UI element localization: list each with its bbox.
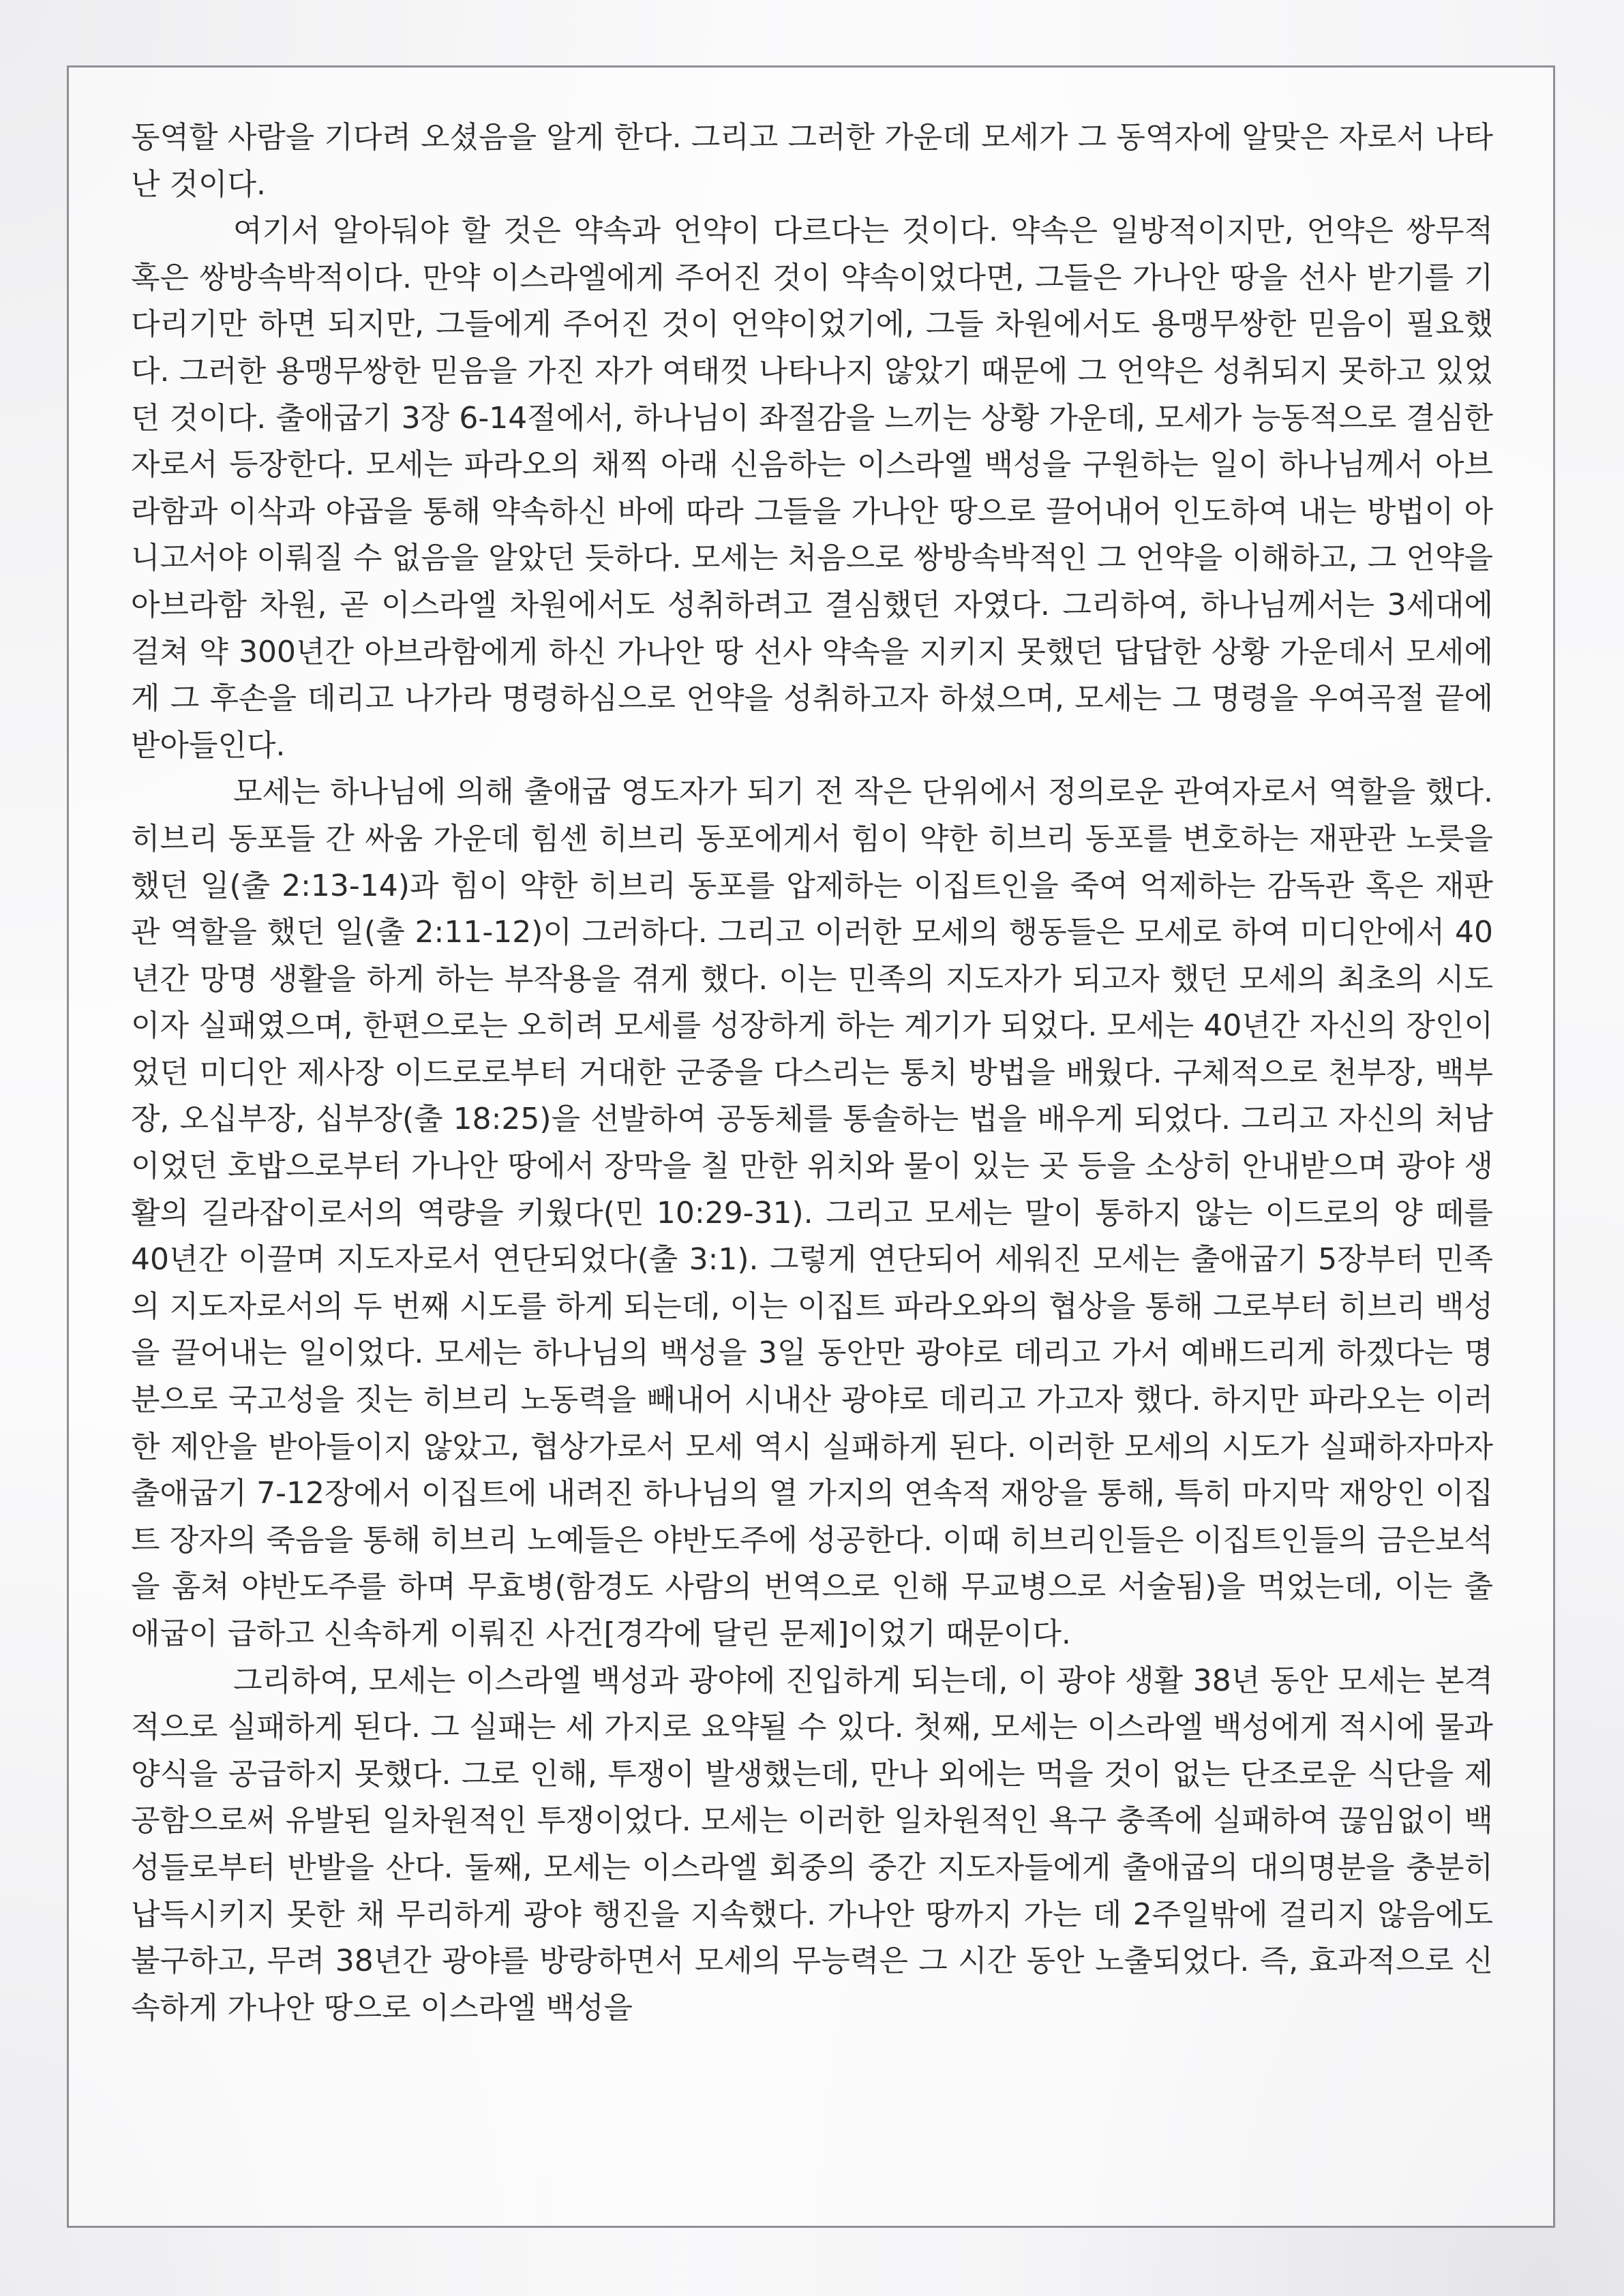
paragraph-continuation: 동역할 사람을 기다려 오셨음을 알게 한다. 그리고 그러한 가운데 모세가 그 동역자에 알맞은 자로서 나타난 것이다. (131, 120, 1493, 202)
body-text (131, 115, 1493, 2031)
paragraph-moses-leadership: 모세는 하나님에 의해 출애굽 영도자가 되기 전 작은 단위에서 정의로운 관여자로서 역할을 했다. 히브리 동포들 간 싸움 가운데 힘센 히브리 동포에게서 힘이 약한 히브리 동포를 변호하는 재판관 노릇을 했던 일(출 2:13-14)과 힘이 약한 히브리 동포를 압제하는 이집트인을 죽여 억제하는 감독관 혹은 재판관 역할을 했던 일(출 2:11-12)이 그러하다. 그리고 이러한 모세의 행동들은 모세로 하여 미디안에서 40년간 망명 생활을 하게 하는 부작용을 겪게 했다. 이는 민족의 지도자가 되고자 했던 모세의 최초의 시도이자 실패였으며, 한편으로는 오히려 모세를 성장하게 하는 계기가 되었다. 모세는 40년간 자신의 장인이었던 미디안 제사장 이드로로부터 거대한 군중을 다스리는 통치 방법을 배웠다. 구체적으로 천부장, 백부장, 오십부장, 십부장(출 18:25)을 선발하여 공동체를 통솔하는 법을 배우게 되었다. 그리고 자신의 처남이었던 호밥으로부터 가나안 땅에서 장막을 칠 만한 위치와 물이 있는 곳 등을 소상히 안내받으며 광야 생활의 길라잡이로서의 역량을 키웠다(민 10:29-31). 그리고 모세는 말이 통하지 않는 이드로의 양 떼를 40년간 이끌며 지도자로서 연단되었다(출 3:1). 그렇게 연단되어 세워진 모세는 출애굽기 5장부터 민족의 지도자로서의 두 번째 시도를 하게 되는데, 이는 이집트 파라오와의 협상을 통해 그로부터 히브리 백성을 끌어내는 일이었다. 모세는 하나님의 백성을 3일 동안만 광야로 데리고 가서 예배드리게 하겠다는 명분으로 국고성을 짓는 히브리 노동력을 빼내어 시내산 광야로 데리고 가고자 했다. 하지만 파라오는 이러한 제안을 받아들이지 않았고, 협상가로서 모세 역시 실패하게 된다. 이러한 모세의 시도가 실패하자마자 출애굽기 7-12장에서 이집트에 내려진 하나님의 열 가지의 연속적 재앙을 통해, 특히 마지막 재앙인 이집트 장자의 죽음을 통해 히브리 노예들은 야반도주에 성공한다. 이때 히브리인들은 이집트인들의 금은보석을 훔쳐 야반도주를 하며 무효병(함경도 사람의 번역으로 인해 무교병으로 서술됨)을 먹었는데, 이는 출애굽이 급하고 신속하게 이뤄진 사건[경각에 달린 문제]이었기 때문이다. (131, 774, 1493, 1651)
paragraph-wilderness-failure: 그리하여, 모세는 이스라엘 백성과 광야에 진입하게 되는데, 이 광야 생활 38년 동안 모세는 본격적으로 실패하게 된다. 그 실패는 세 가지로 요약될 수 있다. 첫째, 모세는 이스라엘 백성에게 적시에 물과 양식을 공급하지 못했다. 그로 인해, 투쟁이 발생했는데, 만나 외에는 먹을 것이 없는 단조로운 식단을 제공함으로써 유발된 일차원적인 투쟁이었다. 모세는 이러한 일차원적인 욕구 충족에 실패하여 끊임없이 백성들로부터 반발을 산다. 둘째, 모세는 이스라엘 회중의 중간 지도자들에게 출애굽의 대의명분을 충분히 납득시키지 못한 채 무리하게 광야 행진을 지속했다. 가나안 땅까지 가는 데 2주일밖에 걸리지 않음에도 불구하고, 무려 38년간 광야를 방랑하면서 모세의 무능력은 그 시간 동안 노출되었다. 즉, 효과적으로 신속하게 가나안 땅으로 이스라엘 백성을 (131, 1663, 1493, 2025)
paragraph-covenant: 여기서 알아둬야 할 것은 약속과 언약이 다르다는 것이다. 약속은 일방적이지만, 언약은 쌍무적 혹은 쌍방속박적이다. 만약 이스라엘에게 주어진 것이 약속이었다면, 그들은 가나안 땅을 선사 받기를 기다리기만 하면 되지만, 그들에게 주어진 것이 언약이었기에, 그들 차원에서도 용맹무쌍한 믿음이 필요했다. 그러한 용맹무쌍한 믿음을 가진 자가 여태껏 나타나지 않았기 때문에 그 언약은 성취되지 못하고 있었던 것이다. 출애굽기 3장 6-14절에서, 하나님이 좌절감을 느끼는 상황 가운데, 모세가 능동적으로 결심한 자로서 등장한다. 모세는 파라오의 채찍 아래 신음하는 이스라엘 백성을 구원하는 일이 하나님께서 아브라함과 이삭과 야곱을 통해 약속하신 바에 따라 그들을 가나안 땅으로 끌어내어 인도하여 내는 방법이 아니고서야 이뤄질 수 없음을 알았던 듯하다. 모세는 처음으로 쌍방속박적인 그 언약을 이해하고, 그 언약을 아브라함 차원, 곧 이스라엘 차원에서도 성취하려고 결심했던 자였다. 그리하여, 하나님께서는 3세대에 걸쳐 약 300년간 아브라함에게 하신 가나안 땅 선사 약속을 지키지 못했던 답답한 상황 가운데서 모세에게 그 후손을 데리고 나가라 명령하심으로 언약을 성취하고자 하셨으며, 모세는 그 명령을 우여곡절 끝에 받아들인다. (131, 213, 1493, 763)
